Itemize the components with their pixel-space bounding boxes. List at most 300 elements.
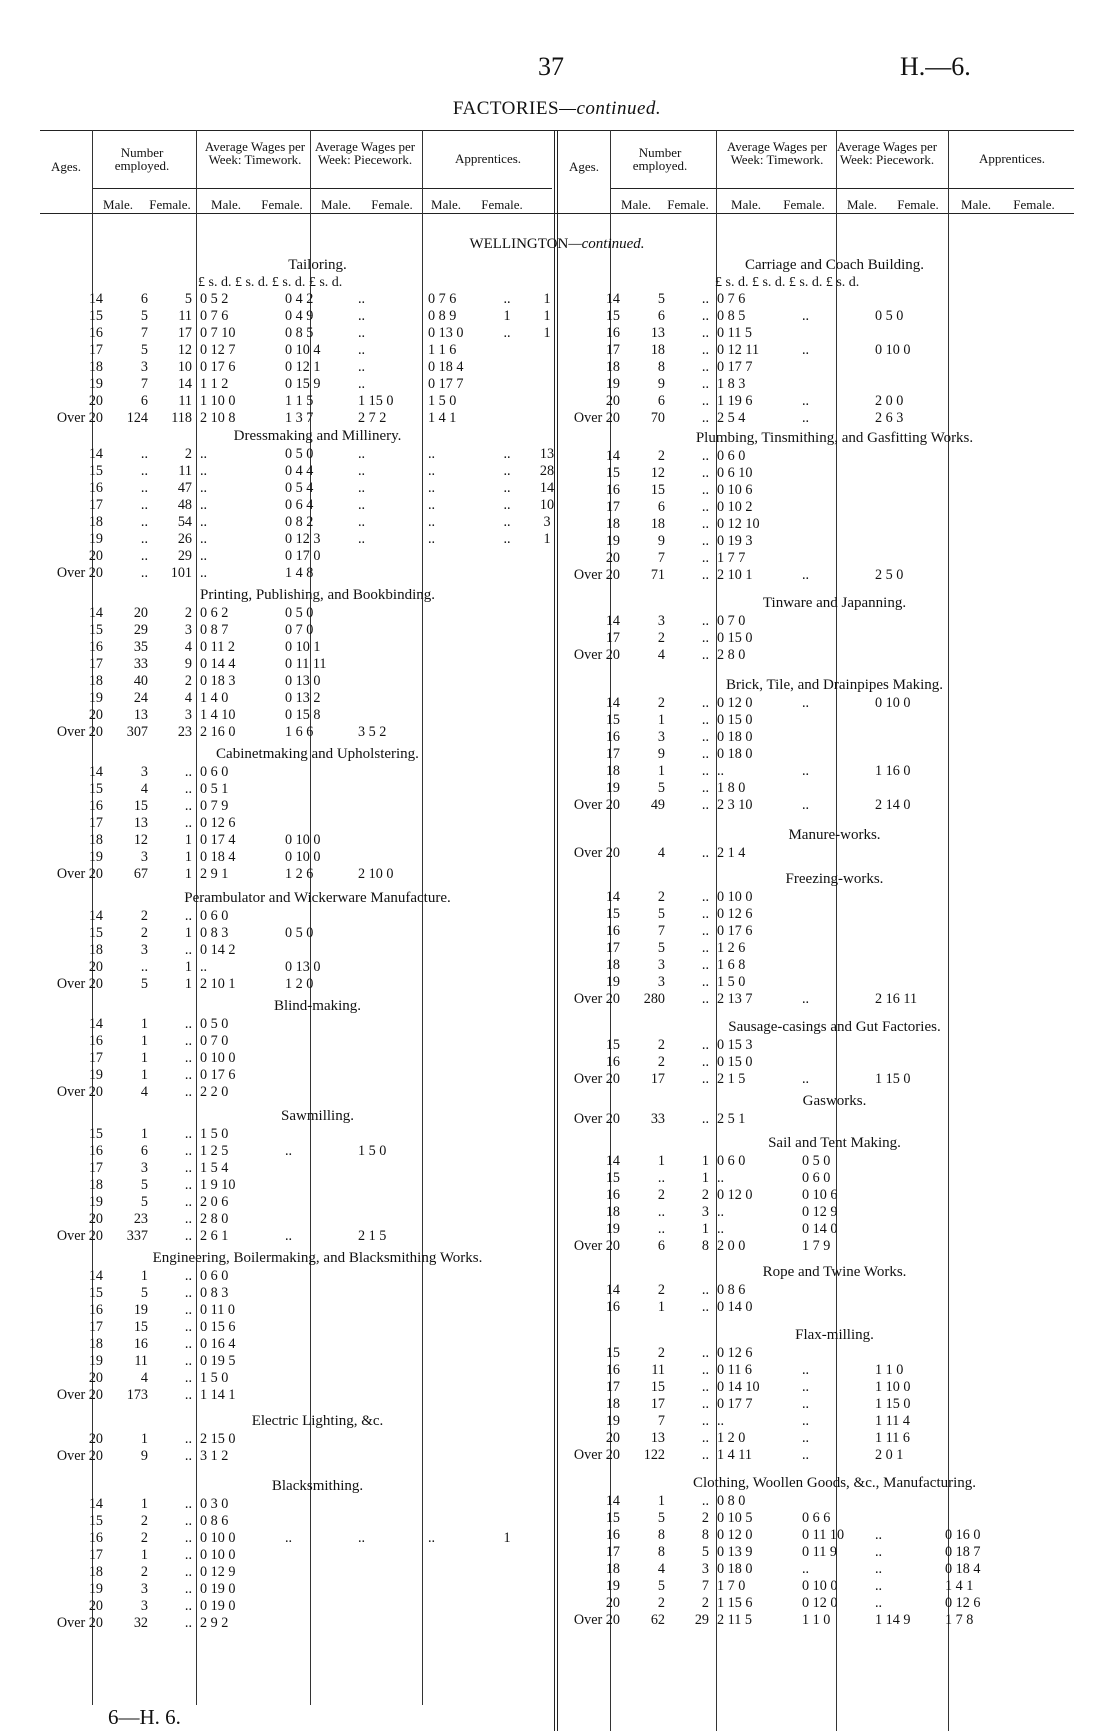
table-row: [40, 1268, 595, 1285]
time-male-cell: 0 10 0: [200, 1547, 236, 1563]
females-employed-cell: 48: [177, 497, 192, 513]
time-male-cell: 0 10 0: [717, 889, 753, 905]
time-male-cell: 1 6 8: [717, 957, 746, 973]
table-row: [40, 724, 595, 741]
females-employed-cell: ..: [701, 359, 709, 375]
females-employed-cell: ..: [184, 1431, 192, 1447]
table-row: [557, 923, 1112, 940]
males-employed-cell: ..: [657, 1221, 665, 1237]
table-row: [40, 1353, 595, 1370]
age-cell: 16: [605, 1527, 620, 1543]
females-employed-cell: ..: [184, 1194, 192, 1210]
industry-section: [557, 1018, 1112, 1088]
age-cell: 20: [88, 1370, 103, 1386]
females-employed-cell: ..: [184, 1564, 192, 1580]
age-cell: 20: [605, 1595, 620, 1611]
piece-male-cell: 2 1 5: [358, 1228, 387, 1244]
industry-section: [557, 594, 1112, 664]
time-male-cell: 2 8 0: [717, 647, 746, 663]
time-male-cell: 1 5 0: [717, 974, 746, 990]
time-male-cell: ..: [717, 1170, 725, 1186]
age-cell: Over 20: [573, 845, 620, 861]
table-row: [40, 1448, 595, 1465]
table-row: [40, 1033, 595, 1050]
table-row: [557, 499, 1112, 516]
piece-female-cell: 0 7 6: [428, 291, 457, 307]
time-male-cell: 1 7 0: [717, 1578, 746, 1594]
time-male-cell: 0 10 2: [717, 499, 753, 515]
piece-male-cell: ..: [875, 1544, 883, 1560]
females-employed-cell: ..: [184, 1016, 192, 1032]
age-cell: 20: [88, 1431, 103, 1447]
age-cell: 16: [605, 1054, 620, 1070]
time-male-cell: 0 15 3: [717, 1037, 753, 1053]
table-row: [557, 1204, 1112, 1221]
piece-male-cell: ..: [358, 359, 366, 375]
females-employed-cell: 101: [170, 565, 192, 581]
avg-time-header: Average Wages per Week: Timework.: [726, 139, 828, 167]
piece-male-cell: 0 10 0: [875, 342, 911, 358]
time-female-cell: 1 3 7: [285, 410, 314, 426]
age-cell: 15: [605, 465, 620, 481]
table-row: [40, 1319, 595, 1336]
industry-title: Dressmaking and Millinery.: [233, 428, 402, 444]
time-male-cell: 2 9 1: [200, 866, 229, 882]
table-row: [40, 531, 595, 548]
females-employed-cell: 12: [177, 342, 192, 358]
males-employed-cell: 6: [657, 499, 665, 515]
males-employed-cell: 2: [140, 1564, 148, 1580]
time-male-cell: 0 3 0: [200, 1496, 229, 1512]
time-male-cell: 1 10 0: [200, 393, 236, 409]
number-employed-header: Number employed.: [632, 145, 688, 173]
table-row: [557, 359, 1112, 376]
age-cell: 14: [605, 889, 620, 905]
males-employed-cell: 7: [140, 376, 148, 392]
piece-male-cell: 1 15 0: [358, 393, 394, 409]
females-employed-cell: ..: [701, 1282, 709, 1298]
males-employed-cell: 12: [133, 832, 148, 848]
table-row: [557, 291, 1112, 308]
females-employed-cell: 3: [184, 707, 192, 723]
piece-male-cell: 2 10 0: [358, 866, 394, 882]
female-label: Female.: [1013, 197, 1055, 212]
females-employed-cell: ..: [184, 1547, 192, 1563]
time-female-cell: ..: [802, 1447, 810, 1463]
males-employed-cell: 19: [133, 1302, 148, 1318]
time-male-cell: 0 10 6: [717, 482, 753, 498]
age-cell: 14: [605, 613, 620, 629]
male-label: Male.: [211, 197, 241, 212]
region-suffix: —continued.: [568, 236, 645, 252]
time-female-cell: 0 11 10: [802, 1527, 845, 1543]
time-female-cell: 0 10 0: [285, 849, 321, 865]
age-cell: Over 20: [56, 724, 103, 740]
time-male-cell: 1 2 6: [717, 940, 746, 956]
table-row: [40, 798, 595, 815]
table-row: [40, 1084, 595, 1101]
females-employed-cell: 29: [694, 1612, 709, 1628]
males-employed-cell: 8: [657, 1544, 665, 1560]
industry-section: [557, 826, 1112, 862]
time-male-cell: 1 15 6: [717, 1595, 753, 1611]
age-cell: 18: [605, 359, 620, 375]
table-row: [557, 1111, 1112, 1128]
table-row: [40, 1177, 595, 1194]
table-row: [40, 1431, 595, 1448]
females-employed-cell: 8: [701, 1238, 709, 1254]
age-cell: 19: [88, 1581, 103, 1597]
piece-female-cell: ..: [428, 480, 436, 496]
time-male-cell: 0 7 0: [200, 1033, 229, 1049]
piece-male-cell: 1 15 0: [875, 1071, 911, 1087]
left-column: [40, 256, 595, 1632]
time-male-cell: 2 5 1: [717, 1111, 746, 1127]
table-row: [40, 514, 595, 531]
females-employed-cell: ..: [184, 1448, 192, 1464]
males-employed-cell: 3: [140, 942, 148, 958]
time-female-cell: 0 6 6: [802, 1510, 831, 1526]
males-employed-cell: 124: [126, 410, 148, 426]
males-employed-cell: 15: [650, 482, 665, 498]
piece-male-cell: 1 15 0: [875, 1396, 911, 1412]
piece-male-cell: ..: [358, 325, 366, 341]
apprentice-female-cell: 28: [539, 463, 555, 479]
females-employed-cell: 3: [701, 1561, 709, 1577]
males-employed-cell: ..: [657, 1170, 665, 1186]
table-row: [40, 764, 595, 781]
piece-male-cell: 1 16 0: [875, 763, 911, 779]
table-row: [557, 797, 1112, 814]
males-employed-cell: ..: [140, 514, 148, 530]
age-cell: 18: [88, 1336, 103, 1352]
males-employed-cell: 2: [140, 908, 148, 924]
table-row: [557, 410, 1112, 427]
time-female-cell: 0 5 0: [285, 605, 314, 621]
males-employed-cell: 4: [657, 1561, 665, 1577]
time-male-cell: 0 12 0: [717, 1187, 753, 1203]
age-cell: 17: [605, 746, 620, 762]
females-employed-cell: ..: [701, 630, 709, 646]
table-row: [40, 1598, 595, 1615]
males-employed-cell: 3: [657, 974, 665, 990]
industry-title: Tinware and Japanning.: [762, 595, 907, 611]
time-male-cell: 0 8 3: [200, 1285, 229, 1301]
industry-section: [557, 1326, 1112, 1464]
industry-section: [40, 1107, 595, 1245]
table-row: [557, 613, 1112, 630]
females-employed-cell: 2: [184, 446, 192, 462]
table-row: [557, 746, 1112, 763]
piece-male-cell: ..: [358, 342, 366, 358]
table-row: [557, 533, 1112, 550]
females-employed-cell: ..: [701, 695, 709, 711]
males-employed-cell: 35: [133, 639, 148, 655]
age-cell: 20: [605, 393, 620, 409]
females-employed-cell: ..: [701, 1299, 709, 1315]
piece-male-cell: ..: [358, 463, 366, 479]
females-employed-cell: ..: [184, 1496, 192, 1512]
males-employed-cell: 337: [126, 1228, 148, 1244]
males-employed-cell: 9: [140, 1448, 148, 1464]
age-cell: 18: [605, 516, 620, 532]
age-cell: 19: [88, 1194, 103, 1210]
time-male-cell: 2 11 5: [717, 1612, 752, 1628]
time-female-cell: ..: [802, 1379, 810, 1395]
age-cell: 14: [605, 448, 620, 464]
time-male-cell: 0 11 5: [717, 325, 752, 341]
apprentice-female-cell: 1: [543, 291, 551, 307]
males-employed-cell: 9: [657, 746, 665, 762]
time-male-cell: 0 12 6: [200, 815, 236, 831]
females-employed-cell: ..: [701, 533, 709, 549]
ages-header: Ages.: [569, 159, 599, 174]
page-title: [0, 98, 1114, 120]
time-male-cell: 2 0 0: [717, 1238, 746, 1254]
females-employed-cell: 3: [184, 622, 192, 638]
industry-section: [40, 586, 595, 741]
males-employed-cell: 2: [657, 1037, 665, 1053]
female-label: Female.: [261, 197, 303, 212]
apprentice-female-cell: 1: [543, 531, 551, 547]
males-employed-cell: 13: [650, 325, 665, 341]
females-employed-cell: ..: [701, 325, 709, 341]
piece-female-cell: 0 8 9: [428, 308, 457, 324]
age-cell: 16: [88, 1143, 103, 1159]
males-employed-cell: 1: [140, 1067, 148, 1083]
age-cell: 20: [88, 393, 103, 409]
age-cell: 14: [88, 446, 103, 462]
age-cell: 14: [605, 1493, 620, 1509]
females-employed-cell: 2: [184, 605, 192, 621]
table-row: [557, 1345, 1112, 1362]
time-female-cell: ..: [802, 991, 810, 1007]
time-male-cell: 2 0 6: [200, 1194, 229, 1210]
table-row: [557, 712, 1112, 729]
time-male-cell: ..: [200, 565, 208, 581]
apprentice-female-cell: 14: [539, 480, 555, 496]
piece-male-cell: ..: [875, 1595, 883, 1611]
males-employed-cell: 4: [140, 1370, 148, 1386]
piece-female-cell: 1 4 1: [945, 1578, 974, 1594]
time-male-cell: 0 6 0: [200, 1268, 229, 1284]
industry-title: Clothing, Woollen Goods, &c., Manufacturing.: [692, 1475, 977, 1491]
females-employed-cell: ..: [184, 1033, 192, 1049]
table-row: [40, 480, 595, 497]
age-cell: 14: [88, 1496, 103, 1512]
females-employed-cell: 54: [177, 514, 192, 530]
industry-title: Plumbing, Tinsmithing, and Gasfitting Works.: [695, 430, 974, 446]
age-cell: 16: [88, 1530, 103, 1546]
age-cell: 18: [88, 942, 103, 958]
table-row: [557, 695, 1112, 712]
age-cell: 17: [88, 1319, 103, 1335]
time-female-cell: 0 15 8: [285, 707, 321, 723]
males-employed-cell: 2: [657, 448, 665, 464]
table-row: [557, 780, 1112, 797]
time-male-cell: 2 3 10: [717, 797, 753, 813]
females-employed-cell: ..: [701, 957, 709, 973]
time-male-cell: 0 17 4: [200, 832, 236, 848]
industry-section: [557, 1134, 1112, 1255]
piece-female-cell: 1 4 1: [428, 410, 457, 426]
females-employed-cell: ..: [184, 1581, 192, 1597]
table-row: [40, 1564, 595, 1581]
time-male-cell: 0 12 6: [717, 906, 753, 922]
males-employed-cell: 122: [643, 1447, 665, 1463]
time-female-cell: 0 13 0: [285, 673, 321, 689]
time-male-cell: 0 18 3: [200, 673, 236, 689]
males-employed-cell: ..: [140, 548, 148, 564]
piece-male-cell: ..: [358, 480, 366, 496]
age-cell: 16: [88, 639, 103, 655]
age-cell: 17: [605, 342, 620, 358]
females-employed-cell: ..: [701, 845, 709, 861]
females-employed-cell: ..: [184, 1067, 192, 1083]
time-female-cell: 0 5 0: [802, 1153, 831, 1169]
males-employed-cell: 18: [650, 342, 665, 358]
time-male-cell: 0 19 3: [717, 533, 753, 549]
industry-title: Electric Lighting, &c.: [251, 1413, 384, 1429]
males-employed-cell: 1: [140, 1547, 148, 1563]
table-row: [40, 605, 595, 622]
table-row: [40, 959, 595, 976]
age-cell: Over 20: [573, 1071, 620, 1087]
piece-female-cell: 1 7 8: [945, 1612, 974, 1628]
time-male-cell: 0 12 0: [717, 695, 753, 711]
females-employed-cell: ..: [701, 1493, 709, 1509]
age-cell: Over 20: [56, 1387, 103, 1403]
females-employed-cell: ..: [701, 974, 709, 990]
age-cell: 15: [605, 308, 620, 324]
avg-time-header: Average Wages per Week: Timework.: [204, 139, 306, 167]
females-employed-cell: ..: [701, 763, 709, 779]
table-row: [557, 1054, 1112, 1071]
industry-section: [557, 1092, 1112, 1128]
apprentice-female-cell: 1: [543, 325, 551, 341]
time-male-cell: 2 13 7: [717, 991, 753, 1007]
age-cell: 18: [605, 763, 620, 779]
females-employed-cell: 1: [184, 832, 192, 848]
time-male-cell: 0 17 7: [717, 1396, 753, 1412]
females-employed-cell: ..: [701, 1071, 709, 1087]
time-male-cell: 0 12 6: [717, 1345, 753, 1361]
page-number: 37: [538, 52, 564, 81]
females-employed-cell: 1: [184, 959, 192, 975]
females-employed-cell: 4: [184, 639, 192, 655]
females-employed-cell: 1: [184, 976, 192, 992]
header-mid-rule-right: [610, 188, 1074, 189]
males-employed-cell: 3: [140, 359, 148, 375]
time-female-cell: 0 4 2: [285, 291, 314, 307]
age-cell: 15: [605, 1510, 620, 1526]
females-employed-cell: ..: [184, 1050, 192, 1066]
age-cell: 14: [88, 291, 103, 307]
females-employed-cell: 10: [177, 359, 192, 375]
time-female-cell: 0 13 2: [285, 690, 321, 706]
table-row: [557, 1430, 1112, 1447]
females-employed-cell: 1: [184, 849, 192, 865]
time-female-cell: 0 12 3: [285, 531, 321, 547]
age-cell: 16: [88, 1033, 103, 1049]
industry-section: [557, 1263, 1112, 1316]
females-employed-cell: ..: [184, 1160, 192, 1176]
table-row: [557, 1071, 1112, 1088]
time-male-cell: ..: [200, 497, 208, 513]
age-cell: 14: [88, 764, 103, 780]
males-employed-cell: 2: [657, 1595, 665, 1611]
apprentice-male-cell: 1: [503, 308, 511, 324]
table-row: [40, 866, 595, 883]
males-employed-cell: 33: [650, 1111, 665, 1127]
time-female-cell: ..: [802, 1071, 810, 1087]
age-cell: 17: [88, 656, 103, 672]
time-male-cell: 0 19 0: [200, 1581, 236, 1597]
table-row: [557, 465, 1112, 482]
age-cell: 20: [88, 1598, 103, 1614]
age-cell: 17: [88, 1547, 103, 1563]
age-cell: 17: [605, 1544, 620, 1560]
piece-male-cell: 2 0 0: [875, 393, 904, 409]
time-male-cell: 0 6 2: [200, 605, 229, 621]
time-male-cell: 1 2 0: [717, 1430, 746, 1446]
time-female-cell: 0 6 0: [802, 1170, 831, 1186]
age-cell: Over 20: [573, 647, 620, 663]
table-row: [557, 1170, 1112, 1187]
females-employed-cell: ..: [701, 712, 709, 728]
table-row: [557, 1299, 1112, 1316]
males-employed-cell: 23: [133, 1211, 148, 1227]
females-employed-cell: ..: [701, 613, 709, 629]
males-employed-cell: 7: [657, 923, 665, 939]
males-employed-cell: 5: [657, 291, 665, 307]
time-female-cell: 0 7 0: [285, 622, 314, 638]
females-employed-cell: ..: [701, 729, 709, 745]
time-male-cell: ..: [717, 1204, 725, 1220]
time-male-cell: 1 2 5: [200, 1143, 229, 1159]
time-male-cell: 0 15 0: [717, 712, 753, 728]
piece-female-cell: 0 18 4: [945, 1561, 981, 1577]
table-row: [40, 673, 595, 690]
time-male-cell: 0 7 0: [717, 613, 746, 629]
females-employed-cell: 1: [184, 925, 192, 941]
females-employed-cell: ..: [184, 1228, 192, 1244]
table-row: [557, 1396, 1112, 1413]
males-employed-cell: 4: [140, 1084, 148, 1100]
industry-title: Rope and Twine Works.: [762, 1264, 907, 1280]
males-employed-cell: 5: [140, 308, 148, 324]
females-employed-cell: ..: [701, 376, 709, 392]
table-row: [557, 1561, 1112, 1578]
age-cell: Over 20: [56, 1084, 103, 1100]
region-heading: [0, 236, 1114, 253]
females-employed-cell: ..: [184, 1615, 192, 1631]
table-row: [40, 342, 595, 359]
table-row: [557, 647, 1112, 664]
time-male-cell: 0 11 0: [200, 1302, 235, 1318]
males-employed-cell: 11: [651, 1362, 665, 1378]
time-male-cell: 0 18 0: [717, 746, 753, 762]
time-male-cell: 0 8 6: [200, 1513, 229, 1529]
table-row: [557, 1447, 1112, 1464]
males-employed-cell: 18: [650, 516, 665, 532]
time-male-cell: 0 12 11: [717, 342, 760, 358]
males-employed-cell: 1: [657, 1153, 665, 1169]
males-employed-cell: 3: [140, 849, 148, 865]
males-employed-cell: 5: [140, 1285, 148, 1301]
table-row: [557, 482, 1112, 499]
females-employed-cell: 2: [701, 1187, 709, 1203]
